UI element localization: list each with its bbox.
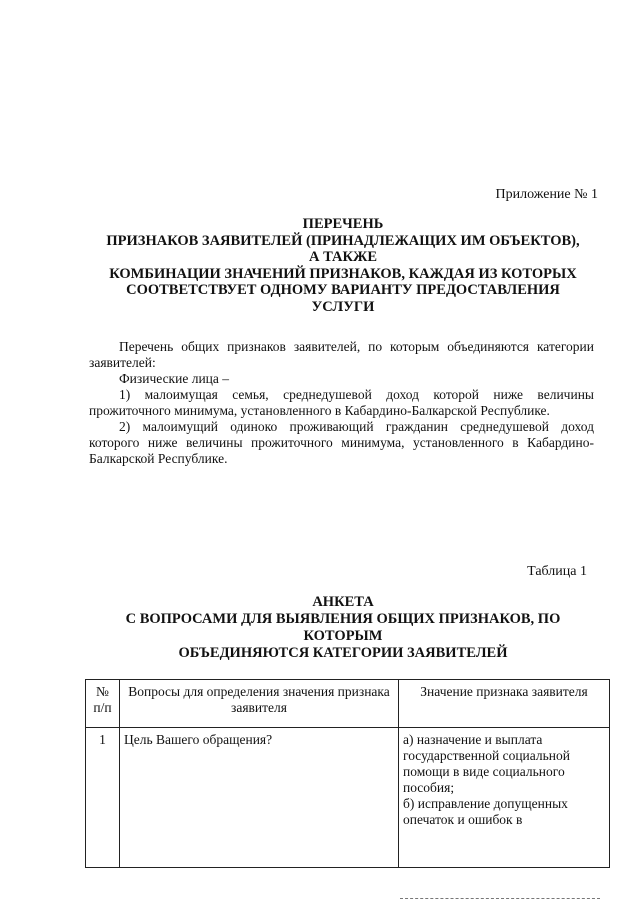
questionnaire-table [85,679,610,868]
questionnaire-title [86,594,600,662]
title-line: СООТВЕТСТВУЕТ ОДНОМУ ВАРИАНТУ ПРЕДОСТАВЛЕНИЯ [126,282,560,298]
questionnaire-title-line: ОБЪЕДИНЯЮТСЯ КАТЕГОРИИ ЗАЯВИТЕЛЕЙ [178,645,508,661]
header-question: Вопросы для определения значения признака заявителя [120,680,399,728]
scan-artifact-line [400,898,600,900]
questionnaire-title-line: С ВОПРОСАМИ ДЛЯ ВЫЯВЛЕНИЯ ОБЩИХ ПРИЗНАКОВ, ПО [125,611,561,627]
title-line: А ТАКЖЕ [308,249,378,265]
body-text [89,339,594,467]
row-question: Цель Вашего обращения? [120,728,399,868]
table-row [86,728,610,868]
annex-label: Приложение № 1 [495,187,598,202]
individuals-label: Физические лица – [119,371,230,386]
value-option-b: б) исправление допущенных опечаток и ошибок в [403,796,568,827]
table-header-row [86,680,610,728]
header-num: № п/п [86,680,120,728]
table-label: Таблица 1 [527,564,587,579]
questionnaire-title-line: КОТОРЫМ [303,628,383,644]
value-option-a: а) назначение и выплата государственной социальной помощи в виде социального пособия; [403,732,570,795]
questionnaire-title-line: АНКЕТА [312,594,374,610]
title-line: КОМБИНАЦИИ ЗНАЧЕНИЙ ПРИЗНАКОВ, КАЖДАЯ ИЗ КОТОРЫХ [109,265,577,282]
row-num: 1 [86,728,120,868]
title-line: ПРИЗНАКОВ ЗАЯВИТЕЛЕЙ (ПРИНАДЛЕЖАЩИХ ИМ ОБЪЕКТОВ), [106,232,580,249]
item-2: 2) малоимущий одиноко проживающий гражданин среднедушевой доход которого ниже величины прожиточного минимума, установленного в Кабардино-Балкарской Республике. [89,419,594,466]
title-line: ПЕРЕЧЕНЬ [302,216,384,232]
header-value: Значение признака заявителя [399,680,610,728]
row-value [399,728,610,868]
title-line: УСЛУГИ [311,298,375,315]
intro-paragraph: Перечень общих признаков заявителей, по которым объединяются категории заявителей: [89,339,594,370]
document-title [86,216,600,315]
item-1: 1) малоимущая семья, среднедушевой доход которой ниже величины прожиточного минимума, установленного в Кабардино-Балкарской Республике. [89,387,594,418]
